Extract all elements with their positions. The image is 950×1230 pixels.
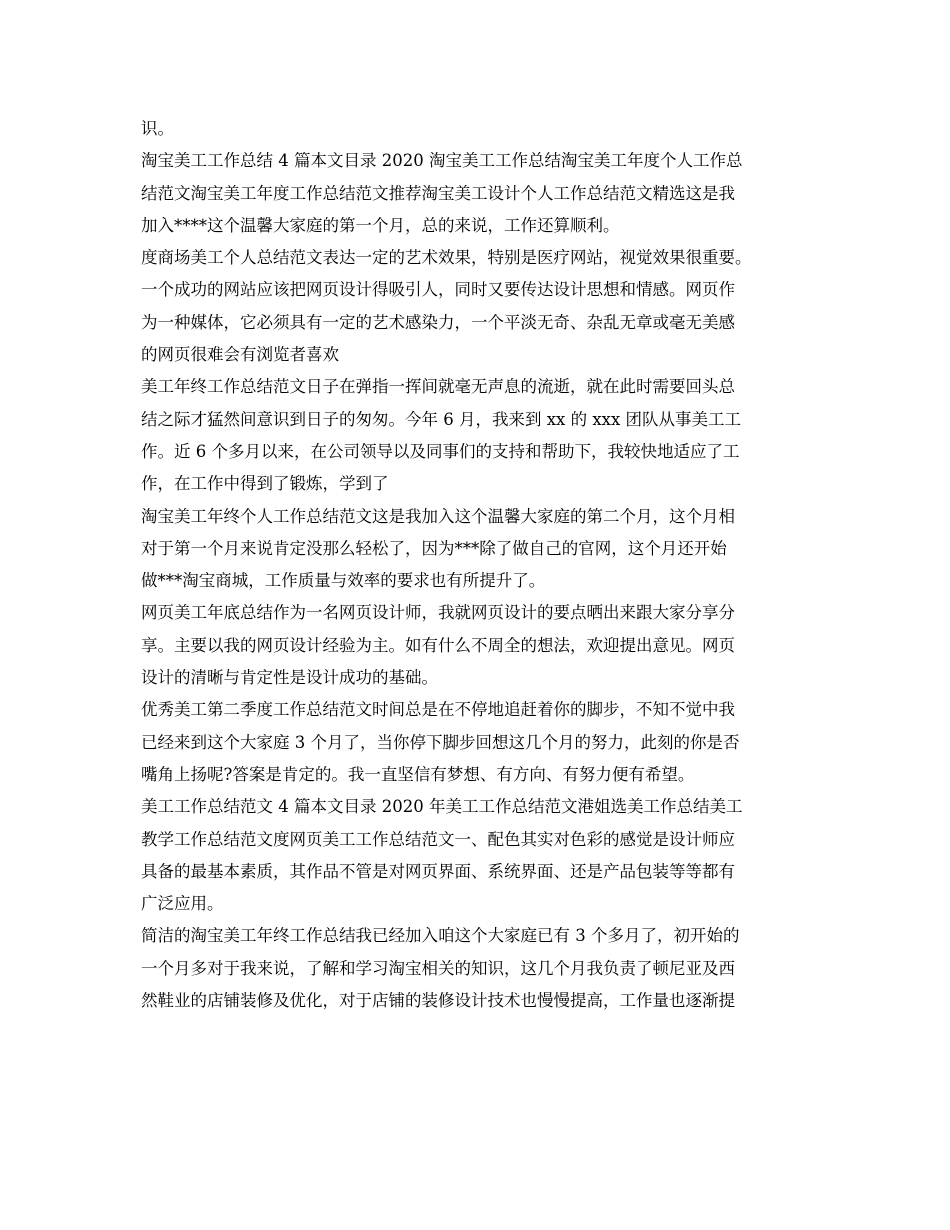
text-line: 识。 <box>141 119 174 138</box>
text-line: 加入****这个温馨大家庭的第一个月，总的来说，工作还算顺利。 <box>141 215 620 235</box>
text-line: 度商场美工个人总结范文表达一定的艺术效果，特别是医疗网站，视觉效果很重要。 <box>141 248 752 268</box>
text-line: 为一种媒体，它必须具有一定的艺术感染力，一个平淡无奇、杂乱无章或毫无美感 <box>141 312 735 332</box>
text-line: 的网页很难会有浏览者喜欢 <box>141 345 339 365</box>
text-line: 然鞋业的店铺装修及优化，对于店铺的装修设计技术也慢慢提高，工作量也逐渐提 <box>141 991 735 1011</box>
text-line: 一个月多对于我来说，了解和学习淘宝相关的知识，这几个月我负责了顿尼亚及西 <box>141 958 735 978</box>
text-line: 美工工作总结范文 4 篇本文目录 2020 年美工工作总结范文港姐选美工作总结美工 <box>141 797 743 817</box>
text-line: 作，在工作中得到了锻炼，学到了 <box>141 474 389 494</box>
text-line: 已经来到这个大家庭 3 个月了，当你停下脚步回想这几个月的努力，此刻的你是否 <box>141 732 740 752</box>
text-line: 一个成功的网站应该把网页设计得吸引人，同时又要传达设计思想和情感。网页作 <box>141 280 735 300</box>
text-line: 美工年终工作总结范文日子在弹指一挥间就毫无声息的流逝，就在此时需要回头总 <box>141 377 735 397</box>
text-line: 享。主要以我的网页设计经验为主。如有什么不周全的想法，欢迎提出意见。网页 <box>141 635 735 655</box>
text-line: 网页美工年底总结作为一名网页设计师，我就网页设计的要点晒出来跟大家分享分 <box>141 603 735 623</box>
text-line: 优秀美工第二季度工作总结范文时间总是在不停地追赶着你的脚步，不知不觉中我 <box>141 700 735 720</box>
text-line: 作。近 6 个多月以来，在公司领导以及同事们的支持和帮助下，我较快地适应了工 <box>141 441 740 461</box>
text-line: 淘宝美工年终个人工作总结范文这是我加入这个温馨大家庭的第二个月，这个月相 <box>141 506 735 526</box>
text-line: 嘴角上扬呢?答案是肯定的。我一直坚信有梦想、有方向、有努力便有希望。 <box>141 764 695 784</box>
text-line: 广泛应用。 <box>141 894 224 914</box>
text-line: 做***淘宝商城，工作质量与效率的要求也有所提升了。 <box>141 571 546 591</box>
text-line: 淘宝美工工作总结 4 篇本文目录 2020 淘宝美工工作总结淘宝美工年度个人工作总 <box>141 151 743 171</box>
document-body <box>141 113 831 1017</box>
text-line: 结范文淘宝美工年度工作总结范文推荐淘宝美工设计个人工作总结范文精选这是我 <box>141 183 735 203</box>
text-line: 具备的最基本素质，其作品不管是对网页界面、系统界面、还是产品包装等等都有 <box>141 861 735 881</box>
text-line: 教学工作总结范文度网页美工工作总结范文一、配色其实对色彩的感觉是设计师应 <box>141 829 735 849</box>
text-line: 对于第一个月来说肯定没那么轻松了，因为***除了做自己的官网，这个月还开始 <box>141 538 727 558</box>
text-line: 简洁的淘宝美工年终工作总结我已经加入咱这个大家庭已有 3 个多月了，初开始的 <box>141 926 740 946</box>
text-line: 结之际才猛然间意识到日子的匆匆。今年 6 月，我来到 xx 的 xxx 团队从事美工工 <box>141 409 741 429</box>
text-line: 设计的清晰与肯定性是设计成功的基础。 <box>141 668 438 688</box>
